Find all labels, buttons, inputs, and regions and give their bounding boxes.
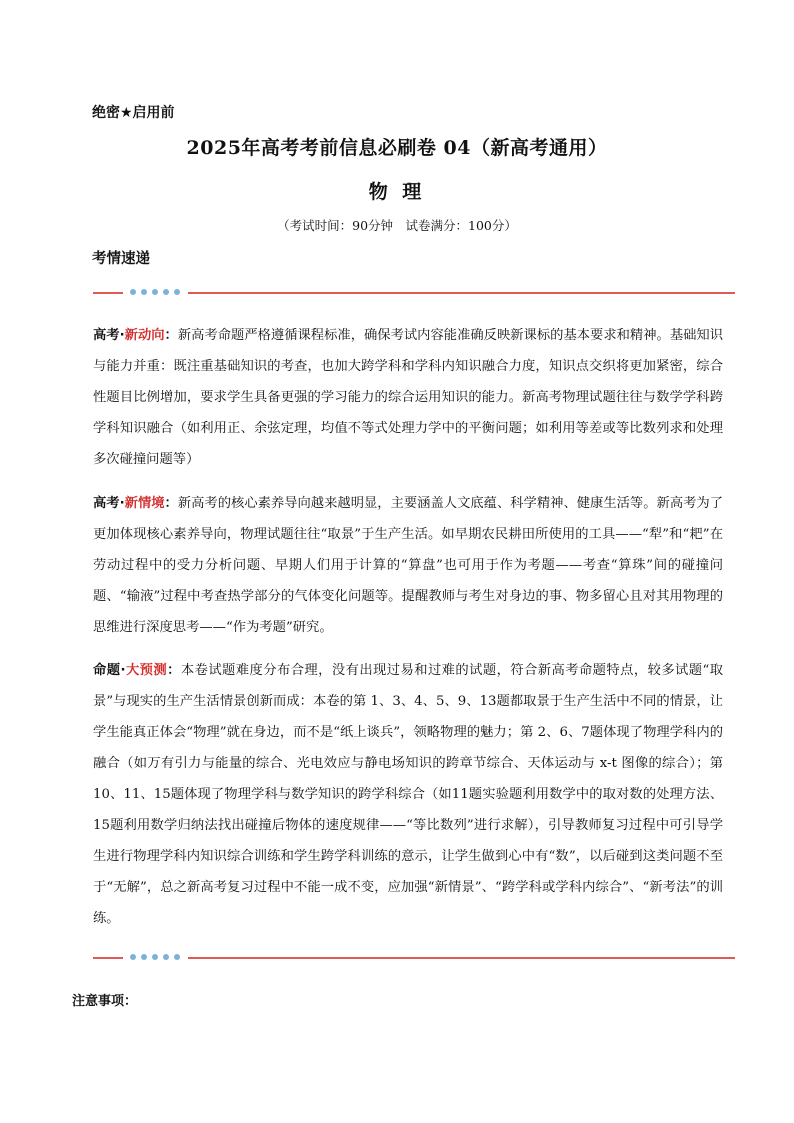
exam-info: （考试时间：90分钟 试卷满分：100分） xyxy=(277,218,517,233)
section-heading: 考情速递 xyxy=(92,251,150,267)
divider-dot xyxy=(130,954,136,960)
paragraph-label-highlight: 新情境 xyxy=(124,496,165,511)
divider-dot xyxy=(163,954,169,960)
section-divider-bottom xyxy=(93,953,735,963)
divider-line xyxy=(93,292,123,294)
divider-dot xyxy=(141,289,147,295)
paragraph-text: 新高考的核心素养导向越来越明显，主要涵盖人文底蕴、科学精神、健康生活等。新高考为了更加体现核心素养导向，物理试题往往“取景”于生产生活。如早期农民耕田所使用的工具——“犁”和“耙”在劳动过程中的受力分析问题、早期人们用于计算的“算盘”也可用于作为考题——考查“算珠”间的碰撞问题、“输液”过程中考查热学部分的气体变化问题等。提醒教师与考生对身边的事、物多留心且对其用物理的思维进行深度思考——“作为考题”研究。 xyxy=(93,496,724,635)
paragraph-new-trend xyxy=(93,320,723,475)
paragraph-label-prefix: 高考· xyxy=(93,328,125,343)
paragraph-label-suffix: ： xyxy=(164,496,178,511)
page-title: 2025年高考考前信息必刷卷 04（新高考通用） xyxy=(186,137,608,159)
divider-dots xyxy=(130,289,180,295)
divider-dot xyxy=(174,289,180,295)
paragraph-label-highlight: 新动向 xyxy=(124,328,165,343)
notice-heading: 注意事项： xyxy=(72,994,138,1009)
divider-dot xyxy=(163,289,169,295)
paragraph-label-highlight: 大预测 xyxy=(125,663,168,678)
divider-dot xyxy=(152,954,158,960)
paragraph-new-context xyxy=(93,488,723,643)
paragraph-label-prefix: 命题· xyxy=(93,663,126,678)
paragraph-forecast xyxy=(93,655,723,934)
divider-dot xyxy=(130,289,136,295)
paragraph-label-suffix: ： xyxy=(164,328,178,343)
divider-dot xyxy=(174,954,180,960)
paragraph-label-suffix: ： xyxy=(167,663,181,678)
divider-dot xyxy=(152,289,158,295)
subject-title: 物 理 xyxy=(368,181,426,203)
divider-line xyxy=(188,957,735,959)
paragraph-text: 新高考命题严格遵循课程标准，确保考试内容能准确反映新课标的基本要求和精神。基础知识与能力并重：既注重基础知识的考查，也加大跨学科和学科内知识融合力度，知识点交织将更加紧密，综合性题目比例增加，要求学生具备更强的学习能力的综合运用知识的能力。新高考物理试题往往与数学学科跨学科知识融合（如利用正、余弦定理，均值不等式处理力学中的平衡问题；如利用等差或等比数列求和处理多次碰撞问题等） xyxy=(93,328,724,467)
divider-dot xyxy=(141,954,147,960)
paragraph-text: 本卷试题难度分布合理，没有出现过易和过难的试题，符合新高考命题特点，较多试题“取景”与现实的生产生活情景创新而成：本卷的第 1、3、4、5、9、13题都取景于生产生活中不同的情景，让学生能真正体会“物理”就在身边，而不是“纸上谈兵”，领略物理的魅力；第 2、6、7题体现了物理学科内的融合（如万有引力与能量的综合、光电效应与静电场知识的跨章节综合、天体运动与 x-t 图像的综合）；第 10、11、15题体现了物理学科与数学知识的跨学科综合（如11题实验题利用数学中的取对数的处理方法、15题利用数学归纳法找出碰撞后物体的速度规律——“等比数列”进行求解），引导教师复习过程中可引导学生进行物理学科内知识综合训练和学生跨学科训练的意示，让学生做到心中有“数”，以后碰到这类问题不至于“无解”，总之新高考复习过程中不能一成不变，应加强“新情景”、“跨学科或学科内综合”、“新考法”的训练。 xyxy=(93,663,724,926)
section-divider-top xyxy=(93,288,735,298)
divider-line xyxy=(188,292,735,294)
paragraph-label-prefix: 高考· xyxy=(93,496,125,511)
divider-dots xyxy=(130,954,180,960)
confidential-label: 绝密★启用前 xyxy=(92,105,175,121)
divider-line xyxy=(93,957,123,959)
